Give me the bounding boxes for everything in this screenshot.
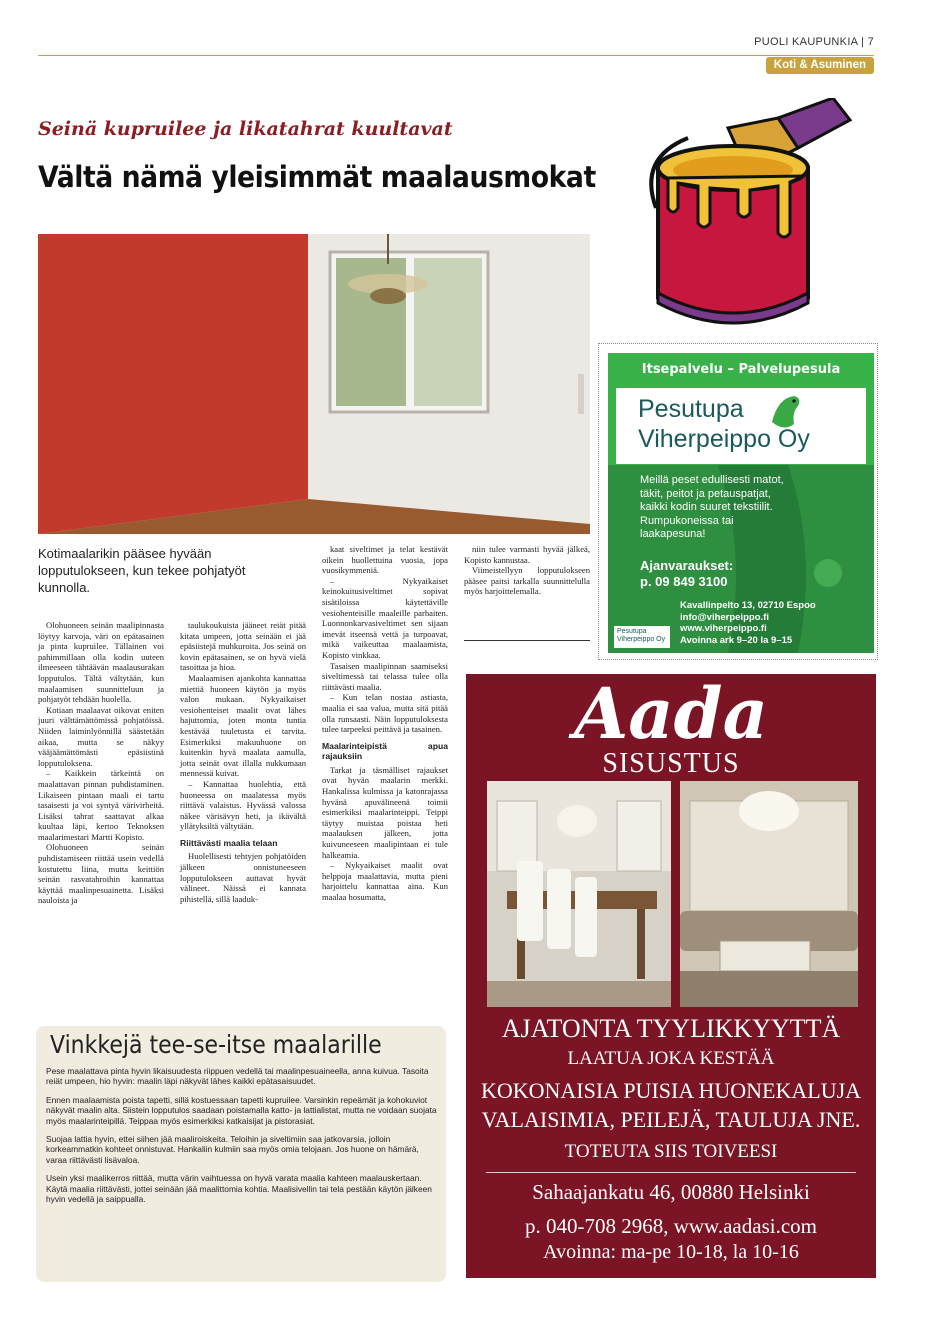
laundry-contact — [680, 600, 816, 646]
publication-header: PUOLI KAUPUNKIA | 7 — [754, 36, 874, 48]
photo-caption: Kotimaalarikin pääsee hyvään lopputulokseen, kun tekee pohjatyöt kunnolla. — [38, 546, 246, 595]
article-paragraph: taulukoukuista jääneet reiät pitää kitata umpeen, jotta seinään ei jää epäsiistejä muhkuroita. Jos seinä on kovin epätasainen, se on hyvä vielä tasoittaa ja hioa. — [180, 620, 306, 673]
article-subheading: Maalarinteipistä apua rajauksiin — [322, 740, 448, 762]
article-paragraph: Maalaamisen ajankohta kannattaa miettiä huoneen käytön ja myös valon mukaan. Nykyaikaiset vesiohenteiset maalit ovat lähes hajuttomia, joten monta tuntia kestävää tuuletusta ei tarvita. Esimerkiksi makuuhuone on kuitenkin hyvä maalata aamulla, jotta seinät ovat illalla nukkumaan mennessä kuivat. — [180, 672, 306, 779]
aada-hours: Avoinna: ma-pe 10-18, la 10-16 — [543, 1241, 799, 1263]
article-column-4 — [464, 544, 590, 597]
article-paragraph: Tarkat ja täsmälliset rajaukset ovat hyvän maalarin merkki. Hankalissa kulmissa ja katonrajassa hyvänä apuvälineenä toimii esimerkiksi maalarinteippi. Teippi täytyy muistaa poistaa heti maalauksen jälkeen, jotta kuivuneeseen maalipintaan ei tule halkeamia. — [322, 764, 448, 860]
article-paragraph: – Nykyaikaiset maalit ovat helppoja maalattavia, mutta pieni harjoittelu kannattaa aina. Kun maalaa hosumatta, — [322, 860, 448, 902]
laundry-brand-line-1: Pesutupa — [638, 395, 744, 423]
laundry-address: Kavallinpelto 13, 02710 Espoo — [680, 600, 816, 611]
living-room-photo — [680, 781, 858, 1007]
article-paragraph: Viimeistellyyn lopputulokseen pääsee paitsi tarkalla suunnittelulla myös harjoittelemalla. — [464, 565, 590, 597]
aada-address: Sahaajankatu 46, 00880 Helsinki — [532, 1180, 810, 1204]
article-paragraph: Tasaisen maalipinnan saamiseksi siveltimessä tai telassa tulee olla riittävästi maalia. — [322, 660, 448, 692]
header-divider — [38, 55, 874, 56]
laundry-reservations — [640, 558, 733, 590]
aada-call-to-action: TOTEUTA SIIS TOIVEESI — [564, 1141, 778, 1162]
article-column-2 — [180, 620, 306, 904]
article-headline: Vältä nämä yleisimmät maalausmokat — [38, 160, 596, 194]
article-paragraph: kaat siveltimet ja telat kestävät oikein huollettuina vuosia, jopa vuosikymmeniä. — [322, 544, 448, 576]
aada-logo: Aada — [574, 672, 768, 755]
laundry-hours: Avoinna ark 9–20 la 9–15 — [680, 634, 793, 646]
article-paragraph: Olohuoneen seinän maalipinnasta löytyy karvoja, väri on epätasainen ja pinta kupruilee. Tällainen voi pahimmillaan olla kodin uuteen ilmeeseen tähtäävän maalausurakan lopputulos. Tältä vältytään, kun maalaamisen suunnitteluun ja pohjatyöt tehdään huolella. — [38, 620, 164, 705]
section-tag: Koti & Asuminen — [766, 57, 874, 74]
tips-body — [46, 1066, 438, 1212]
article-paragraph: – Nykyaikaiset keinokuitusiveltimet sopivat sisätiloissa käytettäville vesiohenteisille maaleille parhaiten. Luonnonkarvasiveltimet sen sijaan imevät itseensä vettä ja turpoavat, mikä vaikeuttaa maalaamista, Kopisto vinkkaa. — [322, 575, 448, 660]
article-end-rule — [464, 640, 590, 641]
article-subheading: Riittävästi maalia telaan — [180, 837, 278, 848]
article-kicker: Seinä kupruilee ja likatahrat kuultavat — [38, 118, 453, 140]
aada-products-2: VALAISIMIA, PEILEJÄ, TAULUJA JNE. — [481, 1107, 861, 1132]
aada-divider — [486, 1172, 856, 1173]
laundry-ad-text: Meillä peset edullisesti matot, täkit, peitot ja petauspatjat, kaikki kodin suuret tekstiilit. Rumpukoneissa tai laakapesuna! — [640, 474, 784, 540]
small-logo-line-2: Viherpeippo Oy — [617, 636, 666, 643]
article-paragraph: – Kun telan nostaa astiasta, maalia ei saa valua, mutta sitä pitää olla runsaasti. Näin lopputuloksesta tulee tarpeeksi peittävä ja tasainen. — [322, 692, 448, 735]
tips-paragraph: Pese maalattava pinta hyvin likaisuudesta riippuen vedellä tai maalinpesuaineella, anna kuivua. Tasoita reiät umpeen, hio hyvin: maalin läpi näkyvät lähes kaikki epätasaisuudet. — [46, 1066, 429, 1087]
reservations-label: Ajanvaraukset: — [640, 558, 734, 573]
aada-contact[interactable]: p. 040-708 2968, www.aadasi.com — [524, 1214, 817, 1238]
article-paragraph: Kotiaan maalaavat oikovat eniten juuri välttämättömissä pohjatöissä. Niiden laiminlyönnillä säästetään aikaa, mutta se näkyy vääjäämättömästi epäsiistinä lopputuloksena. — [38, 704, 164, 768]
article-paragraph: – Kannattaa huolehtia, että huoneessa on maalatessa myös riittävä valaistus. Hyvässä valossa näkee värisävyn heti, ja ikävältä yllätyksiltä vältytään. — [180, 778, 306, 832]
article-column-3 — [322, 544, 448, 903]
laundry-ad-top: Itsepalvelu – Palvelupesula — [641, 362, 841, 377]
article-paragraph: Olohuoneen seinän puhdistamiseen riittää usein vedellä kostutettu liina, mutta keittiön seinän rasvatahroihin kannattaa käyttää maalinpesuainetta. Lisäksi nauloista ja — [38, 842, 164, 906]
laundry-brand-line-2: Viherpeippo Oy — [638, 425, 810, 453]
small-logo-line-1: Pesutupa — [617, 628, 647, 635]
article-paragraph: niin tulee varmasti hyvää jälkeä, Kopisto kannustaa. — [464, 544, 590, 565]
room-photo — [38, 234, 590, 534]
tips-paragraph: Usein yksi maalikerros riittää, mutta värin vaihtuessa on hyvä varata maalia kahteen maalauskertaan. Käytä maalia riittävästi, jottei seinään jää maalittomia kohtia. Maalisivellin tai tela pestään käytön jälkeen hyvin vedellä ja saippualla. — [46, 1173, 432, 1205]
aada-tagline: LAATUA JOKA KESTÄÄ — [567, 1048, 775, 1069]
paint-can-illustration — [628, 98, 868, 338]
article-column-1 — [38, 620, 164, 906]
dining-room-photo — [487, 781, 671, 1007]
tips-title: Vinkkejä tee-se-itse maalarille — [50, 1030, 382, 1059]
reservations-phone[interactable]: p. 09 849 3100 — [640, 574, 728, 589]
aada-products-1: KOKONAISIA PUISIA HUONEKALUJA — [480, 1078, 862, 1103]
laundry-small-logo — [614, 626, 670, 648]
tips-paragraph: Suojaa lattia hyvin, ettei siihen jää maaliroiskeita. Teloihin ja siveltimiin saa jatkovarsia, jolloin korkeammatkin kohteet onnistuvat. Hankaliin kulmiin saa myös omia telojaan. Jos huone on hämärä, varaa riittävästi lisävaloa. — [46, 1134, 419, 1165]
article-paragraph: – Kaikkein tärkeintä on maalattavan pinnan puhdistaminen. Likaiseen pintaan maali ei tartu tasaisesti ja voi syntyä värivirheitä. Lisäksi tahrat saattavat alkaa kuultaa läpi, kertoo Teknoksen maalarimestari Martti Kopisto. — [38, 768, 164, 842]
aada-slogan: AJATONTA TYYLIKKYYTTÄ — [501, 1014, 841, 1043]
aada-subtitle: SISUSTUS — [602, 748, 740, 779]
tips-paragraph: Ennen maalaamista poista tapetti, sillä kostuessaan tapetti kupruilee. Varsinkin repeämät ja kohokuviot näkyvät maalin alta. Siistein lopputulos saadaan poistamalla katto- ja lattialistat, mutta ne voidaan suojata myös maalarinteipillä. Teippaa myös esimerkiksi katkaisijat ja pistorasiat. — [46, 1094, 437, 1126]
laundry-website[interactable]: www.viherpeippo.fi — [680, 623, 767, 634]
article-paragraph: Huolellisesti tehtyjen pohjatöiden jälkeen onnistuneeseen lopputulokseen auttavat hyvät välineet. Näissä ei kannata pihistellä, sillä laaduk- — [180, 851, 306, 904]
laundry-email[interactable]: info@viherpeippo.fi — [680, 611, 769, 623]
